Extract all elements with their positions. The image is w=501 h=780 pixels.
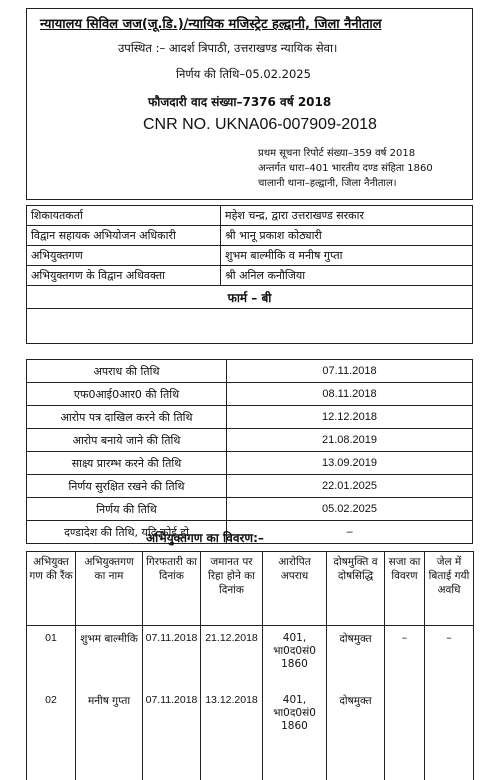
date-row bbox=[27, 498, 473, 521]
col-header-sentence: सजा का विवरण bbox=[385, 552, 425, 626]
date-value: 08.11.2018 bbox=[227, 383, 473, 406]
case-number: फौजदारी वाद संख्या–7376 वर्ष 2018 bbox=[148, 95, 332, 109]
bail-date: 21.12.2018 bbox=[201, 626, 263, 692]
offence: 401, भा0द0सं0 1860 bbox=[263, 626, 327, 692]
party-label: शिकायतकर्ता bbox=[27, 206, 221, 226]
bail-date: 13.12.2018 bbox=[201, 692, 263, 780]
court-name: न्यायालय सिविल जज(जू.डि.)/न्यायिक मजिस्ट्रेट हल्द्वानी, जिला नैनीताल bbox=[40, 17, 382, 32]
date-value: – bbox=[227, 521, 473, 544]
blank-row bbox=[27, 309, 473, 344]
date-label: दण्डादेश की तिथि, यदि कोई हो bbox=[27, 521, 227, 544]
date-label: निर्णय सुरक्षित रखने की तिथि bbox=[27, 475, 227, 498]
accused-row bbox=[27, 626, 474, 692]
party-value: श्री अनिल कनौजिया bbox=[221, 266, 473, 286]
date-row bbox=[27, 475, 473, 498]
fir-line: अन्तर्गत धारा–401 भारतीय दण्ड संहिता 1860 bbox=[258, 163, 433, 174]
parties-table bbox=[26, 205, 473, 344]
accused-name: मनीष गुप्ता bbox=[76, 692, 143, 780]
accused-section-title: अभियुक्तगण का विवरण:– bbox=[146, 531, 264, 545]
arrest-date: 07.11.2018 bbox=[143, 626, 201, 692]
accused-name: शुभम बाल्मीकि bbox=[76, 626, 143, 692]
date-value: 05.02.2025 bbox=[227, 498, 473, 521]
date-label: निर्णय की तिथि bbox=[27, 498, 227, 521]
date-value: 13.09.2019 bbox=[227, 452, 473, 475]
party-value: शुभम बाल्मीकि व मनीष गुप्ता bbox=[221, 246, 473, 266]
date-row bbox=[27, 406, 473, 429]
jail-period: – bbox=[425, 626, 474, 692]
form-title: फार्म – बी bbox=[27, 286, 473, 309]
col-header-jail: जेल में बिताई गयी अवधि bbox=[425, 552, 474, 626]
date-label: आरोप पत्र दाखिल करने की तिथि bbox=[27, 406, 227, 429]
date-value: 07.11.2018 bbox=[227, 360, 473, 383]
jail-period bbox=[425, 692, 474, 780]
date-row bbox=[27, 360, 473, 383]
sentence bbox=[385, 692, 425, 780]
sentence: – bbox=[385, 626, 425, 692]
accused-table bbox=[26, 551, 474, 780]
party-row bbox=[27, 206, 473, 226]
accused-row bbox=[27, 692, 474, 780]
accused-rank: 02 bbox=[27, 692, 76, 780]
col-header-name: अभियुक्तगण का नाम bbox=[76, 552, 143, 626]
date-label: अपराध की तिथि bbox=[27, 360, 227, 383]
party-label: विद्वान सहायक अभियोजन अधिकारी bbox=[27, 226, 221, 246]
date-label: साक्ष्य प्रारम्भ करने की तिथि bbox=[27, 452, 227, 475]
judgment-date: निर्णय की तिथि–05.02.2025 bbox=[176, 67, 311, 81]
accused-rank: 01 bbox=[27, 626, 76, 692]
col-header-bail: जमानत पर रिहा होने का दिनांक bbox=[201, 552, 263, 626]
col-header-offence: आरोपित अपराध bbox=[263, 552, 327, 626]
verdict: दोषमुक्त bbox=[327, 692, 385, 780]
party-row bbox=[27, 246, 473, 266]
dates-table bbox=[26, 359, 473, 544]
col-header-verdict: दोषमुक्ति व दोषसिद्धि bbox=[327, 552, 385, 626]
date-value: 22.01.2025 bbox=[227, 475, 473, 498]
party-row bbox=[27, 266, 473, 286]
party-row bbox=[27, 226, 473, 246]
cnr-number: CNR NO. UKNA06-007909-2018 bbox=[143, 116, 377, 133]
party-value: महेश चन्द्र, द्वारा उत्तराखण्ड सरकार bbox=[221, 206, 473, 226]
fir-line: चालानी थाना–हल्द्वानी, जिला नैनीताल। bbox=[258, 178, 397, 189]
date-value: 21.08.2019 bbox=[227, 429, 473, 452]
arrest-date: 07.11.2018 bbox=[143, 692, 201, 780]
date-label: एफ0आई0आर0 की तिथि bbox=[27, 383, 227, 406]
accused-header-row bbox=[27, 552, 474, 626]
party-label: अभियुक्तगण bbox=[27, 246, 221, 266]
col-header-arrest: गिरफतारी का दिनांक bbox=[143, 552, 201, 626]
date-row bbox=[27, 452, 473, 475]
date-row bbox=[27, 429, 473, 452]
party-label: अभियुक्तगण के विद्वान अधिवक्ता bbox=[27, 266, 221, 286]
col-header-rank: अभियुक्त गण की रैंक bbox=[27, 552, 76, 626]
date-row bbox=[27, 383, 473, 406]
fir-line: प्रथम सूचना रिपोर्ट संख्या–359 वर्ष 2018 bbox=[258, 148, 416, 159]
date-label: आरोप बनाये जाने की तिथि bbox=[27, 429, 227, 452]
presiding-officer: उपस्थित :– आदर्श त्रिपाठी, उत्तराखण्ड न्यायिक सेवा। bbox=[118, 41, 338, 55]
offence: 401, भा0द0सं0 1860 bbox=[263, 692, 327, 780]
party-value: श्री भानू प्रकाश कोठ्यारी bbox=[221, 226, 473, 246]
date-value: 12.12.2018 bbox=[227, 406, 473, 429]
verdict: दोषमुक्त bbox=[327, 626, 385, 692]
